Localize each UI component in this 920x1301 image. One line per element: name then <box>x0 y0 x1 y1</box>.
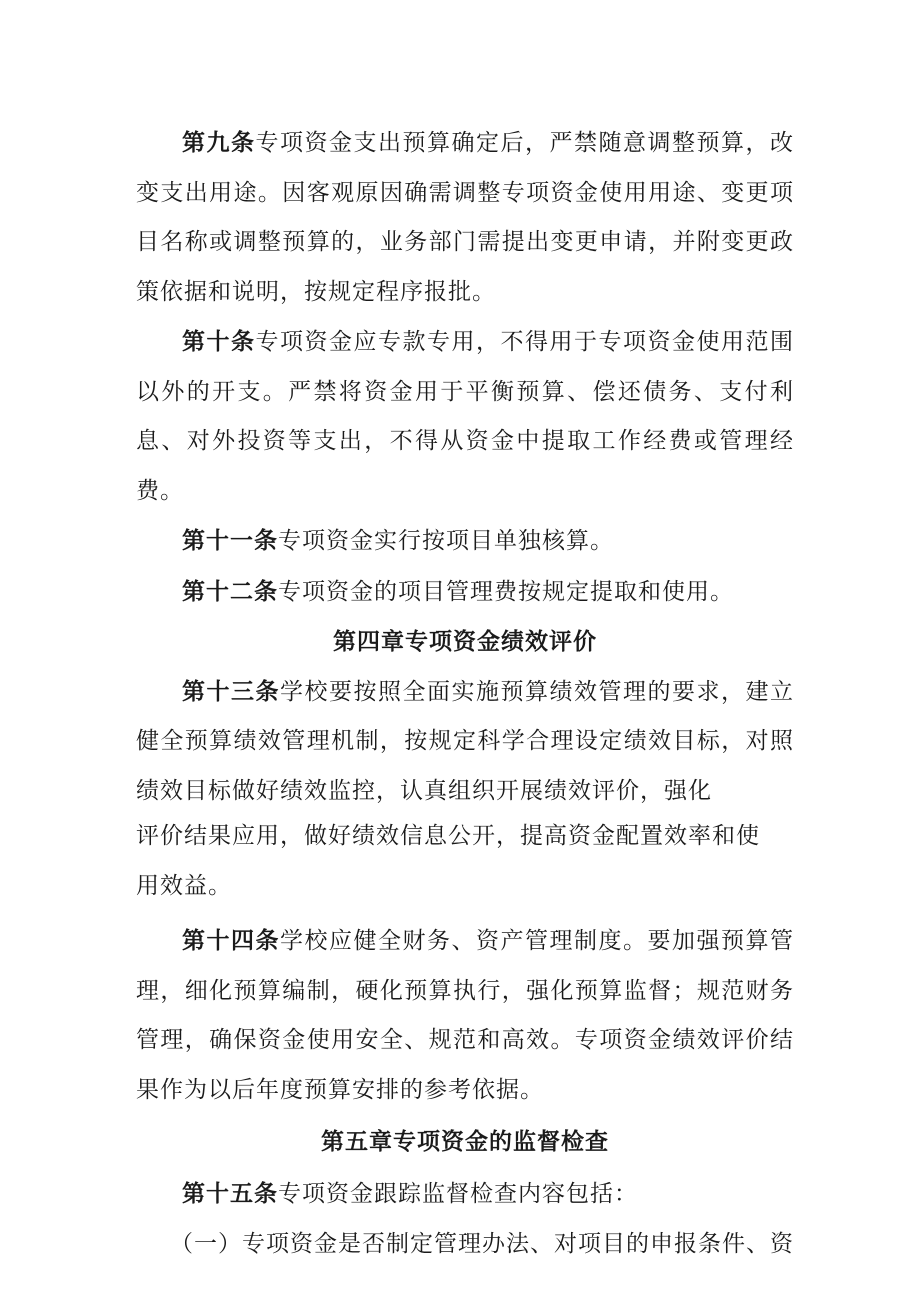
article-text: 专项资金实行按项目单独核算。 <box>278 528 614 554</box>
chapter-5-heading: 第五章专项资金的监督检查 <box>321 1128 609 1155</box>
article-13 <box>136 667 794 817</box>
article-label: 第十五条 <box>182 1180 278 1207</box>
document-page <box>136 118 794 1269</box>
article-text: 专项资金跟踪监督检查内容包括： <box>278 1181 638 1207</box>
article-13-line-3: 用效益。 <box>136 873 232 899</box>
chapter-4-heading: 第四章专项资金绩效评价 <box>333 628 597 655</box>
article-label: 第十二条 <box>182 577 278 605</box>
article-label: 第十三条 <box>182 677 280 705</box>
article-10 <box>136 317 794 516</box>
list-item-1: （一）专项资金是否制定管理办法、对项目的申报条件、资 <box>170 1230 794 1257</box>
article-text: 专项资金应专款专用，不得用于专项资金使用范围以外的开支。严禁将资金用于平衡预算、偿还债务、支付利息、对外投资等支出，不得从资金中提取工作经费或管理经费。 <box>136 329 794 504</box>
article-14 <box>136 916 794 1115</box>
article-label: 第十条 <box>182 328 256 355</box>
article-9 <box>136 118 794 317</box>
article-text: 学校要按照全面实施预算绩效管理的要求，建立健全预算绩效管理机制，按规定科学合理设定绩效目标，对照绩效目标做好绩效监控，认真组织开展绩效评价，强化 <box>136 678 794 804</box>
article-text: 专项资金支出预算确定后，严禁随意调整预算，改变支出用途。因客观原因确需调整专项资金使用用途、变更项目名称或调整预算的，业务部门需提出变更申请，并附变更政策依据和说明，按规定程序报批。 <box>136 130 794 305</box>
article-text: 专项资金的项目管理费按规定提取和使用。 <box>278 578 734 605</box>
article-label: 第十一条 <box>182 527 278 554</box>
article-11 <box>136 516 794 567</box>
article-13-line-2: 评价结果应用，做好绩效信息公开，提高资金配置效率和使 <box>136 823 760 849</box>
article-15 <box>136 1169 794 1220</box>
article-label: 第九条 <box>182 129 256 156</box>
article-text: 学校应健全财务、资产管理制度。要加强预算管理，细化预算编制，硬化预算执行，强化预算监督；规范财务管理，确保资金使用安全、规范和高效。专项资金绩效评价结果作为以后年度预算安排的参考依据。 <box>136 928 794 1103</box>
article-12 <box>136 567 794 618</box>
article-label: 第十四条 <box>182 927 280 954</box>
